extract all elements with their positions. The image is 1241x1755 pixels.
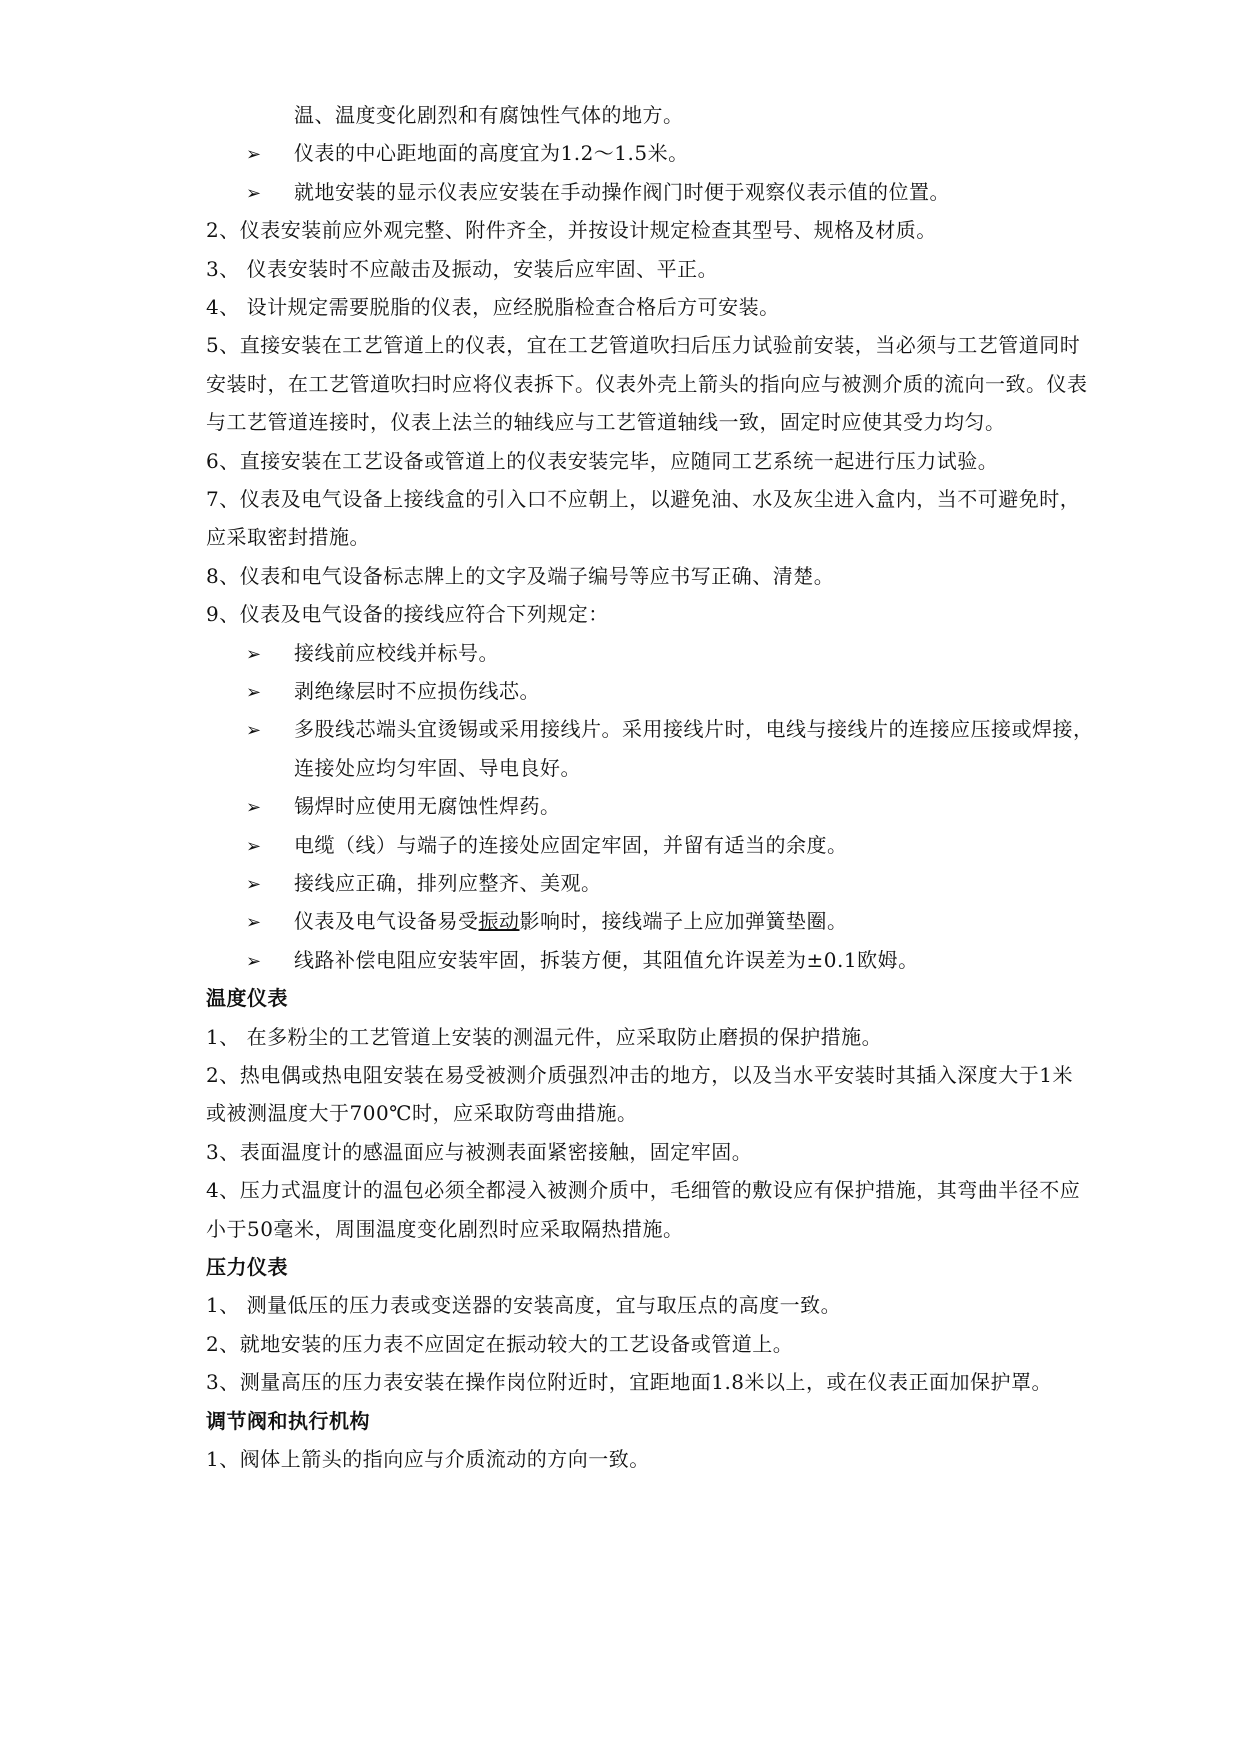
paragraph-line: 8、仪表和电气设备标志牌上的文字及端子编号等应书写正确、清楚。 [206, 564, 835, 588]
bullet-item [246, 900, 848, 943]
paragraph-line: 1、阀体上箭头的指向应与介质流动的方向一致。 [206, 1447, 650, 1471]
paragraph-line: 与工艺管道连接时，仪表上法兰的轴线应与工艺管道轴线一致，固定时应使其受力均匀。 [206, 410, 1006, 434]
paragraph-line: 2、就地安装的压力表不应固定在振动较大的工艺设备或管道上。 [206, 1332, 794, 1356]
paragraph-line: 3、测量高压的压力表安装在操作岗位附近时，宜距地面1.8米以上，或在仪表正面加保护罩。 [206, 1370, 1053, 1394]
bullet-item [246, 785, 561, 828]
bullet-item [246, 824, 848, 867]
bullet-arrow-icon: ➢ [246, 874, 262, 895]
bullet-arrow-icon: ➢ [246, 912, 262, 933]
bullet-item [246, 632, 499, 675]
bullet-arrow-icon: ➢ [246, 682, 262, 703]
bullet-text: 仪表的中心距地面的高度宜为1.2～1.5米。 [294, 141, 689, 165]
bullet-continuation: 连接处应均匀牢固、导电良好。 [294, 756, 581, 780]
bullet-item [246, 708, 1094, 751]
text-line: 温、温度变化剧烈和有腐蚀性气体的地方。 [294, 103, 684, 127]
bullet-text: 就地安装的显示仪表应安装在手动操作阀门时便于观察仪表示值的位置。 [294, 180, 950, 204]
paragraph-line: 应采取密封措施。 [206, 525, 370, 549]
bullet-text: 影响时，接线端子上应加弹簧垫圈。 [519, 909, 848, 933]
bullet-item [246, 670, 540, 713]
paragraph-line: 4、 设计规定需要脱脂的仪表，应经脱脂检查合格后方可安装。 [206, 295, 780, 319]
bullet-text: 锡焊时应使用无腐蚀性焊药。 [294, 794, 561, 818]
bullet-text: 接线应正确，排列应整齐、美观。 [294, 871, 602, 895]
bullet-arrow-icon: ➢ [246, 144, 262, 165]
paragraph-line: 3、 仪表安装时不应敲击及振动，安装后应牢固、平正。 [206, 257, 719, 281]
underlined-term: 振动 [478, 909, 520, 933]
paragraph-line: 5、直接安装在工艺管道上的仪表，宜在工艺管道吹扫后压力试验前安装，当必须与工艺管道同时 [206, 333, 1081, 357]
paragraph-line: 1、 在多粉尘的工艺管道上安装的测温元件，应采取防止磨损的保护措施。 [206, 1025, 883, 1049]
paragraph-line: 2、仪表安装前应外观完整、附件齐全，并按设计规定检查其型号、规格及材质。 [206, 218, 937, 242]
paragraph-line: 小于50毫米，周围温度变化剧烈时应采取隔热措施。 [206, 1217, 684, 1241]
bullet-arrow-icon: ➢ [246, 644, 262, 665]
bullet-text: 接线前应校线并标号。 [294, 641, 499, 665]
bullet-arrow-icon: ➢ [246, 720, 262, 741]
paragraph-line: 6、直接安装在工艺设备或管道上的仪表安装完毕，应随同工艺系统一起进行压力试验。 [206, 449, 999, 473]
paragraph-line: 7、仪表及电气设备上接线盒的引入口不应朝上，以避免油、水及灰尘进入盒内，当不可避免时， [206, 487, 1081, 511]
section-heading-valve: 调节阀和执行机构 [206, 1409, 370, 1433]
paragraph-line: 9、仪表及电气设备的接线应符合下列规定： [206, 602, 609, 626]
bullet-text: 仪表及电气设备易受 [294, 909, 479, 933]
bullet-item [246, 939, 919, 982]
section-heading-temperature: 温度仪表 [206, 986, 288, 1010]
bullet-item [246, 132, 689, 175]
bullet-item [246, 171, 950, 214]
bullet-arrow-icon: ➢ [246, 836, 262, 857]
paragraph-line: 2、热电偶或热电阻安装在易受被测介质强烈冲击的地方，以及当水平安装时其插入深度大于1米 [206, 1063, 1073, 1087]
paragraph-line: 3、表面温度计的感温面应与被测表面紧密接触，固定牢固。 [206, 1140, 753, 1164]
bullet-arrow-icon: ➢ [246, 797, 262, 818]
bullet-text: 电缆（线）与端子的连接处应固定牢固，并留有适当的余度。 [294, 833, 848, 857]
bullet-arrow-icon: ➢ [246, 183, 262, 204]
bullet-text: 剥绝缘层时不应损伤线芯。 [294, 679, 540, 703]
bullet-arrow-icon: ➢ [246, 951, 262, 972]
bullet-text: 多股线芯端头宜烫锡或采用接线片。采用接线片时，电线与接线片的连接应压接或焊接， [294, 717, 1094, 741]
bullet-item [246, 862, 602, 905]
bullet-text: 线路补偿电阻应安装牢固，拆装方便，其阻值允许误差为±0.1欧姆。 [294, 948, 919, 972]
paragraph-line: 1、 测量低压的压力表或变送器的安装高度，宜与取压点的高度一致。 [206, 1293, 842, 1317]
paragraph-line: 安装时，在工艺管道吹扫时应将仪表拆下。仪表外壳上箭头的指向应与被测介质的流向一致。仪表 [206, 372, 1088, 396]
section-heading-pressure: 压力仪表 [206, 1255, 288, 1279]
paragraph-line: 4、压力式温度计的温包必须全都浸入被测介质中，毛细管的敷设应有保护措施，其弯曲半径不应 [206, 1178, 1081, 1202]
paragraph-line: 或被测温度大于700℃时，应采取防弯曲措施。 [206, 1101, 638, 1125]
